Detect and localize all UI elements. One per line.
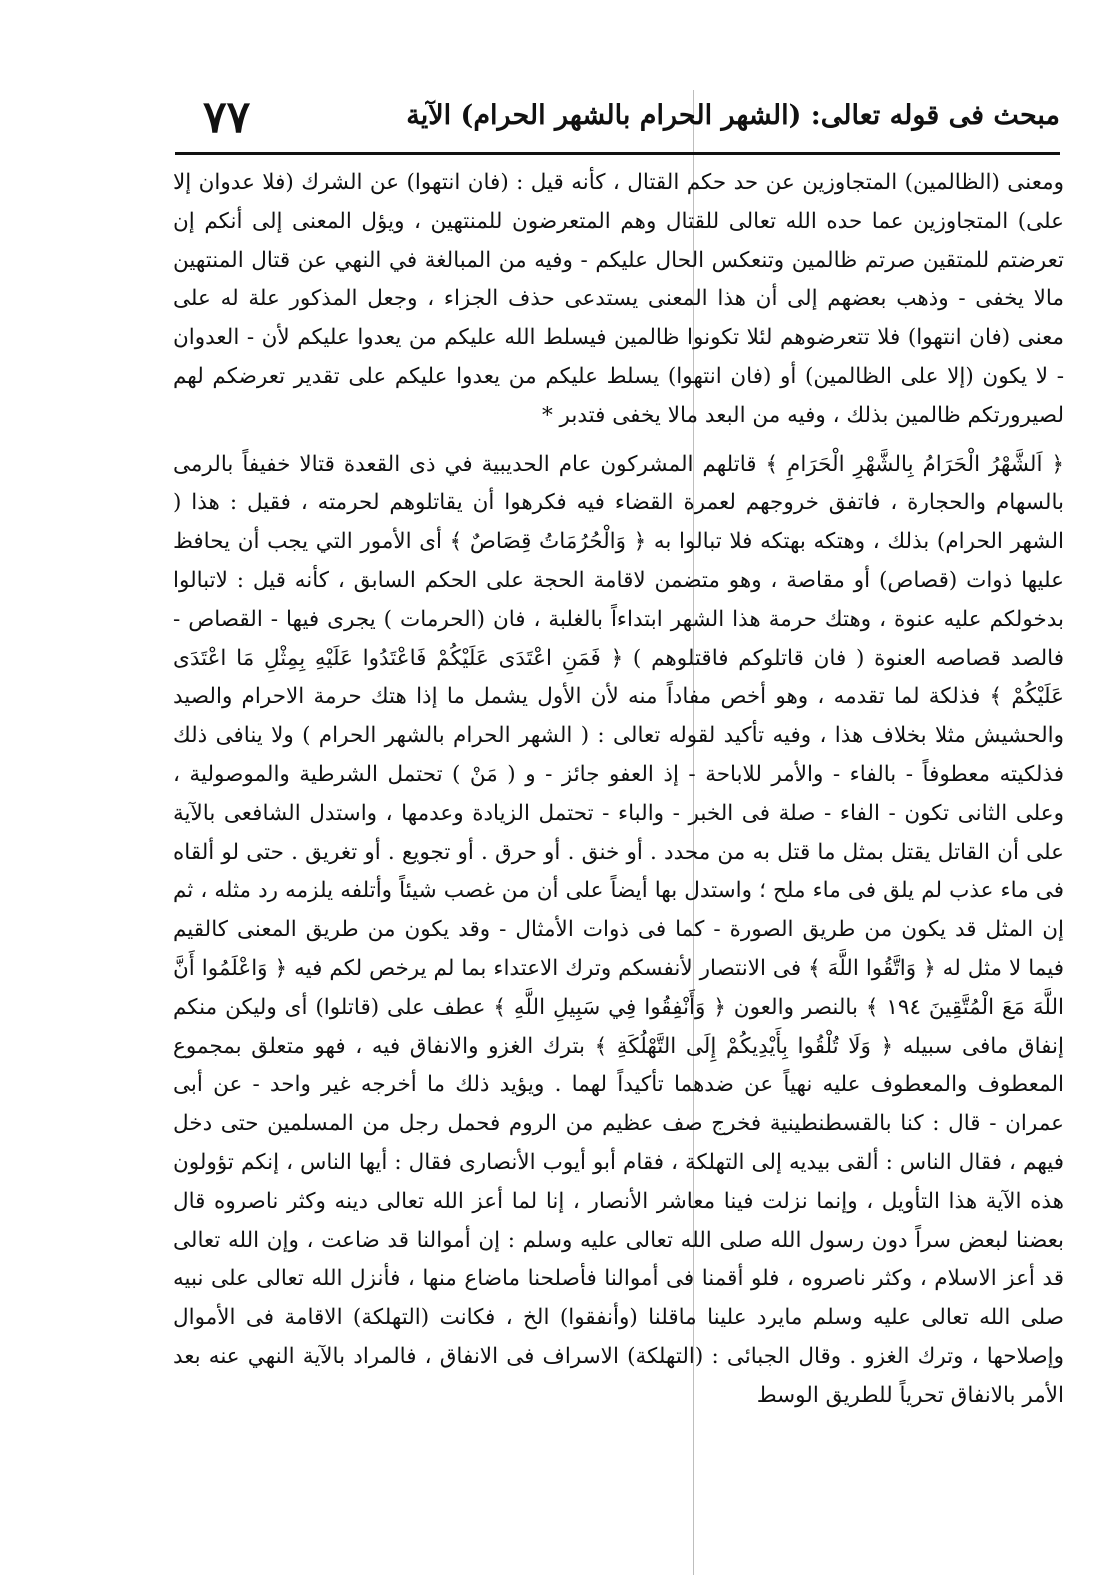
running-title: مبحث فى قوله تعالى: (الشهر الحرام بالشهر الحرام) الآية [406,100,1060,131]
page-number: ٧٧ [203,92,251,143]
page-header [175,92,1060,152]
body-text [173,164,1064,1416]
header-rule [175,152,1060,155]
paragraph-2: ﴿ اَلشَّهْرُ الْحَرَامُ بِالشَّهْرِ الْحَرَامِ ﴾ قاتلهم المشركون عام الحديبية في ذى القعدة قتالا خفيفاً بالرمى بالسهام والحجارة ، فاتفق خروجهم لعمرة القضاء فيه فكرهوا أن يقاتلوهم لحرمته ، فقيل : هذا ( الشهر الحرام) بذلك ، وهتكه بهتكه فلا تبالوا به ﴿ وَالْحُرُمَاتُ قِصَاصٌ ﴾ أى الأمور التي يجب أن يحافظ عليها ذوات (قصاص) أو مقاصة ، وهو متضمن لاقامة الحجة على الحكم السابق ، كأنه قيل : لاتبالوا بدخولكم عليه عنوة ، وهتك حرمة هذا الشهر ابتداءاً بالغلبة ، فان (الحرمات ) يجرى فيها - القصاص - فالصد قصاصه العنوة ( فان قاتلوكم فاقتلوهم ) ﴿ فَمَنِ اعْتَدَى عَلَيْكُمْ فَاعْتَدُوا عَلَيْهِ بِمِثْلِ مَا اعْتَدَى عَلَيْكُمْ ﴾ فذلكة لما تقدمه ، وهو أخص مفاداً منه لأن الأول يشمل ما إذا هتك حرمة الاحرام والصيد والحشيش مثلا بخلاف هذا ، وفيه تأكيد لقوله تعالى : ( الشهر الحرام بالشهر الحرام ) ولا ينافى ذلك فذلكيته معطوفاً - بالفاء - والأمر للاباحة - إذ العفو جائز - و ( مَنْ ) تحتمل الشرطية والموصولية ، وعلى الثانى تكون - الفاء - صلة فى الخبر - والباء - تحتمل الزيادة وعدمها ، واستدل الشافعى بالآية على أن القاتل يقتل بمثل ما قتل به من محدد . أو خنق . أو حرق . أو تجويع . أو تغريق . حتى لو ألقاه فى ماء عذب لم يلق فى ماء ملح ؛ واستدل بها أيضاً على أن من غصب شيئاً وأتلفه يلزمه رد مثله ، ثم إن المثل قد يكون من طريق الصورة - كما فى ذوات الأمثال - وقد يكون من طريق المعنى كالقيم فيما لا مثل له ﴿ وَاتَّقُوا اللَّهَ ﴾ فى الانتصار لأنفسكم وترك الاعتداء بما لم يرخص لكم فيه ﴿ وَاعْلَمُوا أَنَّ اللَّهَ مَعَ الْمُتَّقِينَ ١٩٤ ﴾ بالنصر والعون ﴿ وَأَنْفِقُوا فِي سَبِيلِ اللَّهِ ﴾ عطف على (قاتلوا) أى وليكن منكم إنفاق مافى سبيله ﴿ وَلَا تُلْقُوا بِأَيْدِيكُمْ إِلَى التَّهْلُكَةِ ﴾ بترك الغزو والانفاق فيه ، فهو متعلق بمجموع المعطوف والمعطوف عليه نهياً عن ضدهما تأكيداً لهما . ويؤيد ذلك ما أخرجه غير واحد - عن أبى عمران - قال : كنا بالقسطنطينية فخرج صف عظيم من الروم فحمل رجل من المسلمين حتى دخل فيهم ، فقال الناس : ألقى بيديه إلى التهلكة ، فقام أبو أيوب الأنصارى فقال : أيها الناس ، إنكم تؤولون هذه الآية هذا التأويل ، وإنما نزلت فينا معاشر الأنصار ، إنا لما أعز الله تعالى دينه وكثر ناصروه قال بعضنا لبعض سراً دون رسول الله صلى الله تعالى عليه وسلم : إن أموالنا قد ضاعت ، وإن الله تعالى قد أعز الاسلام ، وكثر ناصروه ، فلو أقمنا فى أموالنا فأصلحنا ماضاع منها ، فأنزل الله تعالى على نبيه صلى الله تعالى عليه وسلم مايرد علينا ماقلنا (وأنفقوا) الخ ، فكانت (التهلكة) الاقامة فى الأموال وإصلاحها ، وترك الغزو . وقال الجبائى : (التهلكة) الاسراف فى الانفاق ، فالمراد بالآية النهي عنه بعد الأمر بالانفاق تحرياً للطريق الوسط [173,451,1064,1408]
paragraph-1: ومعنى (الظالمين) المتجاوزين عن حد حكم القتال ، كأنه قيل : (فان انتهوا) عن الشرك (فلا عدوان إلا على) المتجاوزين عما حده الله تعالى للقتال وهم المتعرضون للمنتهين ، ويؤل المعنى إلى أنكم إن تعرضتم للمتقين صرتم ظالمين وتنعكس الحال عليكم - وفيه من المبالغة في النهي عن قتال المنتهين مالا يخفى - وذهب بعضهم إلى أن هذا المعنى يستدعى حذف الجزاء ، وجعل المذكور علة له على معنى (فان انتهوا) فلا تتعرضوهم لئلا تكونوا ظالمين فيسلط الله عليكم من يعدوا عليكم لأن - العدوان - لا يكون (إلا على الظالمين) أو (فان انتهوا) يسلط عليكم من يعدوا عليكم على تقدير تعرضكم لهم لصيرورتكم ظالمين بذلك ، وفيه من البعد مالا يخفى فتدبر * [173,170,1064,428]
